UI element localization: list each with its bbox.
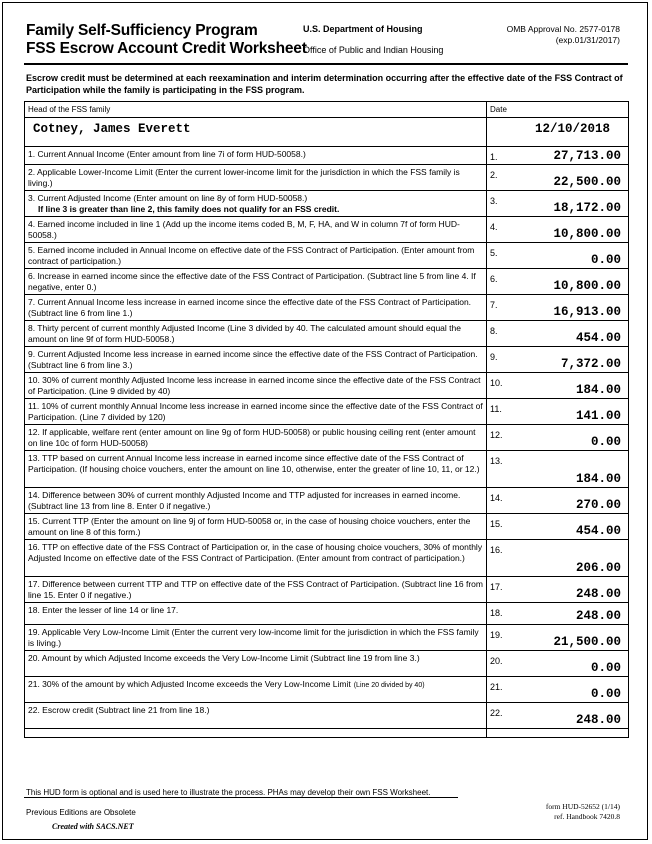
worksheet-table	[24, 101, 629, 738]
line-amount-cell[interactable]	[487, 269, 629, 295]
line-amount-cell[interactable]	[487, 540, 629, 577]
line-description	[25, 191, 487, 217]
worksheet-line-row	[25, 321, 629, 347]
omb-approval: OMB Approval No. 2577-0178	[506, 24, 620, 34]
department-label: U.S. Department of Housing	[303, 24, 423, 34]
line-text: 16. TTP on effective date of the FSS Contract of Participation or, in the case of housing choice vouchers, 30% of monthly Adjusted Income on effective date of the FSS Contract of Participation. (Enter amount from contract of participation.)	[28, 542, 483, 563]
line-amount-cell[interactable]	[487, 243, 629, 269]
line-amount: 454.00	[575, 331, 621, 345]
line-description	[25, 165, 487, 191]
line-text: 22. Escrow credit (Subtract line 21 from line 18.)	[28, 705, 210, 715]
line-text: 8. Thirty percent of current monthly Adjusted Income (Line 3 divided by 40. The calculated amount should equal the amount on line 9f of form HUD-50058.)	[28, 323, 461, 344]
line-number: 14.	[490, 493, 503, 503]
line-amount-cell[interactable]	[487, 577, 629, 603]
line-description	[25, 651, 487, 677]
line-text: 18. Enter the lesser of line 14 or line 17.	[28, 605, 179, 615]
line-description	[25, 514, 487, 540]
worksheet-line-row	[25, 625, 629, 651]
worksheet-line-row	[25, 577, 629, 603]
head-of-family-label: Head of the FSS family	[25, 102, 487, 118]
line-amount: 0.00	[590, 687, 621, 701]
line-text: 12. If applicable, welfare rent (enter amount on line 9g of form HUD-50058) or public housing ceiling rent (enter amount on line 10c of form HUD-50058)	[28, 427, 476, 448]
line-amount: 184.00	[575, 383, 621, 397]
worksheet-line-row	[25, 191, 629, 217]
line-text: 11. 10% of current monthly Annual Income less increase in earned income since the effective date of the FSS Contract of Participation. (Line 7 divided by 120)	[28, 401, 483, 422]
line-text: 20. Amount by which Adjusted Income exceeds the Very Low-Income Limit (Subtract line 19 from line 3.)	[28, 653, 420, 663]
worksheet-line-row	[25, 373, 629, 399]
line-amount: 248.00	[575, 587, 621, 601]
worksheet-line-row	[25, 488, 629, 514]
worksheet-line-row	[25, 703, 629, 729]
line-text: 1. Current Annual Income (Enter amount from line 7i of form HUD-50058.)	[28, 149, 306, 159]
line-number: 21.	[490, 682, 503, 692]
worksheet-line-row	[25, 147, 629, 165]
created-with-label: Created with SACS.NET	[52, 822, 134, 831]
worksheet-line-row	[25, 217, 629, 243]
line-amount-cell[interactable]	[487, 321, 629, 347]
form-note: This HUD form is optional and is used here to illustrate the process. PHAs may develop their own FSS Worksheet.	[26, 788, 431, 797]
form-number: form HUD-52652 (1/14)	[545, 802, 620, 811]
line-amount: 248.00	[575, 713, 621, 727]
worksheet-line-row	[25, 165, 629, 191]
line-amount-cell[interactable]	[487, 677, 629, 703]
line-number: 15.	[490, 519, 503, 529]
line-number: 9.	[490, 352, 498, 362]
worksheet-line-row	[25, 677, 629, 703]
omb-expiration: (exp.01/31/2017)	[555, 35, 620, 45]
worksheet-line-row	[25, 399, 629, 425]
line-number: 5.	[490, 248, 498, 258]
line-amount-cell[interactable]	[487, 703, 629, 729]
line-amount-cell[interactable]	[487, 217, 629, 243]
line-description	[25, 217, 487, 243]
line-amount-cell[interactable]	[487, 488, 629, 514]
line-number: 19.	[490, 630, 503, 640]
line-text: 6. Increase in earned income since the effective date of the FSS Contract of Participation. (Subtract line 5 from line 4. If negative, enter 0.)	[28, 271, 476, 292]
worksheet-lines	[25, 147, 629, 738]
line-number: 6.	[490, 274, 498, 284]
header-divider	[24, 63, 628, 65]
line-number: 2.	[490, 170, 498, 180]
line-description	[25, 625, 487, 651]
line-amount: 248.00	[575, 609, 621, 623]
intro-instructions: Escrow credit must be determined at each reexamination and interim determination occurring after the effective date of the FSS Contract of Participation while the family is participating in the FSS program.	[26, 73, 623, 95]
line-amount-cell[interactable]	[487, 514, 629, 540]
line-text: 15. Current TTP (Enter the amount on line 9j of form HUD-50058 or, in the case of housing choice vouchers, enter the amount on line 8 of this form.)	[28, 516, 471, 537]
line-description	[25, 540, 487, 577]
handbook-reference: ref. Handbook 7420.8	[554, 812, 620, 821]
line-number: 18.	[490, 608, 503, 618]
line-description	[25, 677, 487, 703]
line-description	[25, 373, 487, 399]
footer-rule	[24, 797, 458, 798]
line-number: 12.	[490, 430, 503, 440]
line-text: 19. Applicable Very Low-Income Limit (Enter the current very low-income limit for the jurisdiction in which the FSS family is living.)	[28, 627, 479, 648]
line-small-text: (Line 20 divided by 40)	[353, 682, 425, 689]
worksheet-line-row	[25, 651, 629, 677]
line-description	[25, 347, 487, 373]
line-number: 7.	[490, 300, 498, 310]
line-amount: 141.00	[575, 409, 621, 423]
worksheet-line-row	[25, 514, 629, 540]
line-amount: 0.00	[590, 661, 621, 675]
date-field[interactable]: 12/10/2018	[487, 118, 629, 147]
line-amount-cell[interactable]	[487, 399, 629, 425]
table-bottom-spacer	[25, 729, 629, 738]
line-number: 22.	[490, 708, 503, 718]
line-amount-cell[interactable]	[487, 651, 629, 677]
line-amount: 18,172.00	[553, 201, 621, 215]
line-description	[25, 488, 487, 514]
line-amount-cell[interactable]	[487, 451, 629, 488]
line-amount: 270.00	[575, 498, 621, 512]
line-number: 20.	[490, 656, 503, 666]
line-amount: 0.00	[590, 253, 621, 267]
line-number: 8.	[490, 326, 498, 336]
line-amount: 184.00	[575, 472, 621, 486]
line-description	[25, 603, 487, 625]
line-number: 10.	[490, 378, 503, 388]
line-description	[25, 269, 487, 295]
line-amount: 10,800.00	[553, 279, 621, 293]
line-amount: 0.00	[590, 435, 621, 449]
line-text: 10. 30% of current monthly Adjusted Income less increase in earned income since the effective date of the FSS Contract of Participation. (Line 9 divided by 40)	[28, 375, 481, 396]
line-amount-cell[interactable]	[487, 373, 629, 399]
line-amount-cell[interactable]	[487, 191, 629, 217]
line-amount-cell[interactable]	[487, 165, 629, 191]
line-text: 17. Difference between current TTP and TTP on effective date of the FSS Contract of Participation. (Subtract line 16 from line 15. Enter 0 if negative.)	[28, 579, 483, 600]
line-description	[25, 243, 487, 269]
worksheet-line-row	[25, 347, 629, 373]
line-text: 7. Current Annual Income less increase in earned income since the effective date of the FSS Contract of Participation. (Subtract line 6 from line 1.)	[28, 297, 472, 318]
line-text: 4. Earned income included in line 1 (Add up the income items coded B, M, F, HA, and W in column 7f of form HUD-50058.)	[28, 219, 460, 240]
office-label: Office of Public and Indian Housing	[303, 45, 444, 55]
line-amount: 21,500.00	[553, 635, 621, 649]
line-text: 5. Earned income included in Annual Income on effective date of the FSS Contract of Participation. (Enter amount from contract of participation.)	[28, 245, 475, 266]
line-amount: 16,913.00	[553, 305, 621, 319]
line-number: 3.	[490, 196, 498, 206]
worksheet-line-row	[25, 451, 629, 488]
line-description	[25, 295, 487, 321]
line-text: 21. 30% of the amount by which Adjusted Income exceeds the Very Low-Income Limit	[28, 679, 351, 689]
line-amount: 454.00	[575, 524, 621, 538]
line-number: 11.	[490, 404, 502, 414]
line-number: 13.	[490, 456, 503, 466]
line-description	[25, 703, 487, 729]
line-amount-cell[interactable]	[487, 425, 629, 451]
line-amount: 7,372.00	[560, 357, 621, 371]
line-number: 1.	[490, 152, 498, 162]
line-description	[25, 321, 487, 347]
line-description	[25, 147, 487, 165]
form-title: Family Self-Sufficiency Program	[26, 22, 258, 39]
worksheet-line-row	[25, 295, 629, 321]
spacer-cell	[487, 729, 629, 738]
line-description	[25, 577, 487, 603]
line-text: 14. Difference between 30% of current monthly Adjusted Income and TTP adjusted for increases in earned income. (Subtract line 13 from line 8. Enter 0 if negative.)	[28, 490, 461, 511]
line-amount-cell[interactable]	[487, 147, 629, 165]
line-description	[25, 451, 487, 488]
worksheet-line-row	[25, 540, 629, 577]
line-description	[25, 399, 487, 425]
previous-editions-note: Previous Editions are Obsolete	[26, 808, 136, 817]
line-text: 3. Current Adjusted Income (Enter amount on line 8y of form HUD-50058.)	[28, 193, 308, 203]
line-amount: 10,800.00	[553, 227, 621, 241]
line-amount: 27,713.00	[553, 149, 621, 163]
spacer-cell	[25, 729, 487, 738]
line-amount: 22,500.00	[553, 175, 621, 189]
line-amount-cell[interactable]	[487, 625, 629, 651]
line-number: 4.	[490, 222, 498, 232]
worksheet-line-row	[25, 269, 629, 295]
worksheet-line-row	[25, 243, 629, 269]
line-amount-cell[interactable]	[487, 295, 629, 321]
form-subtitle: FSS Escrow Account Credit Worksheet	[26, 40, 307, 57]
worksheet-line-row	[25, 425, 629, 451]
line-text: 2. Applicable Lower-Income Limit (Enter the current lower-income limit for the jurisdiction in which the FSS family is living.)	[28, 167, 460, 188]
line-warning-text: If line 3 is greater than line 2, this family does not qualify for an FSS credit.	[38, 204, 340, 214]
head-of-family-field[interactable]: Cotney, James Everett	[25, 118, 487, 147]
line-amount-cell[interactable]	[487, 603, 629, 625]
line-number: 17.	[490, 582, 503, 592]
worksheet-line-row	[25, 603, 629, 625]
line-number: 16.	[490, 545, 503, 555]
line-text: 13. TTP based on current Annual Income less increase in earned income since effective date of the FSS Contract of Participation. (If housing choice vouchers, enter the amount on line 10, otherwise, enter the greater of line 10, 11, or 12.)	[28, 453, 480, 474]
line-amount: 206.00	[575, 561, 621, 575]
line-description	[25, 425, 487, 451]
line-amount-cell[interactable]	[487, 347, 629, 373]
line-text: 9. Current Adjusted Income less increase in earned income since the effective date of the FSS Contract of Participation. (Subtract line 6 from line 3.)	[28, 349, 478, 370]
date-label: Date	[487, 102, 629, 118]
